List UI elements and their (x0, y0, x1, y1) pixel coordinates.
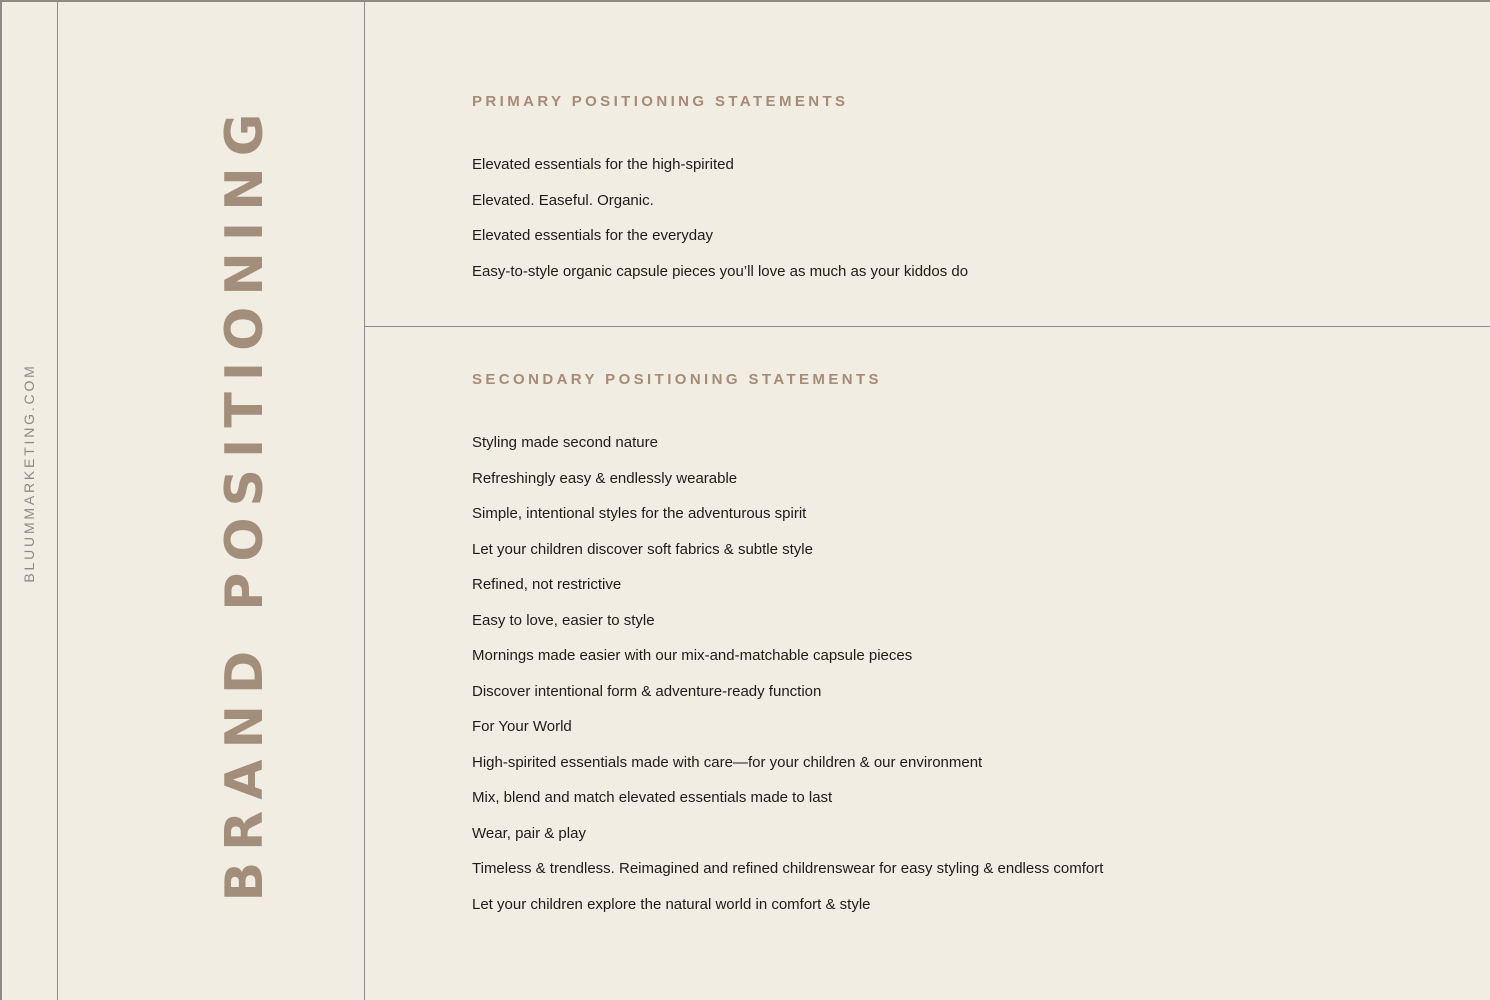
primary-section (472, 92, 968, 298)
statement-item: Refreshingly easy & endlessly wearable (472, 469, 738, 487)
vertical-divider (364, 2, 365, 1000)
statement-item: Styling made second nature (472, 434, 658, 451)
statement-item: Let your children discover soft fabrics & subtle style (472, 540, 813, 558)
statement-item: Refined, not restrictive (472, 576, 622, 593)
statement-item: Wear, pair & play (472, 824, 586, 842)
statement-item: Simple, intentional styles for the adventurous spirit (472, 505, 807, 522)
secondary-section (472, 370, 1103, 931)
statement-item: Let your children explore the natural world in comfort & style (472, 895, 871, 913)
statement-item: Mix, blend and match elevated essentials made to last (472, 789, 833, 806)
website-label: BLUUMMARKETING.COM (21, 363, 37, 583)
statement-item: Elevated essentials for the everyday (472, 227, 713, 244)
page-title: BRAND POSITIONING (215, 102, 275, 902)
statement-item: High-spirited essentials made with care—for your children & our environment (472, 753, 983, 771)
secondary-heading: SECONDARY POSITIONING STATEMENTS (472, 371, 882, 388)
section-divider (365, 326, 1490, 327)
vertical-divider (57, 2, 58, 1000)
statement-item: Timeless & trendless. Reimagined and refined childrenswear for easy styling & endless comfort (472, 860, 1104, 877)
statement-item: Elevated. Easeful. Organic. (472, 191, 654, 209)
statement-item: Elevated essentials for the high-spirited (472, 156, 734, 173)
statement-item: Easy-to-style organic capsule pieces you’ll love as much as your kiddos do (472, 262, 969, 280)
statement-item: Mornings made easier with our mix-and-matchable capsule pieces (472, 647, 913, 664)
statement-item: Easy to love, easier to style (472, 611, 655, 629)
primary-statement-list (472, 156, 968, 298)
statement-item: Discover intentional form & adventure-ready function (472, 682, 822, 700)
statement-item: For Your World (472, 718, 572, 735)
secondary-statement-list (472, 434, 1103, 931)
primary-heading: PRIMARY POSITIONING STATEMENTS (472, 93, 849, 110)
